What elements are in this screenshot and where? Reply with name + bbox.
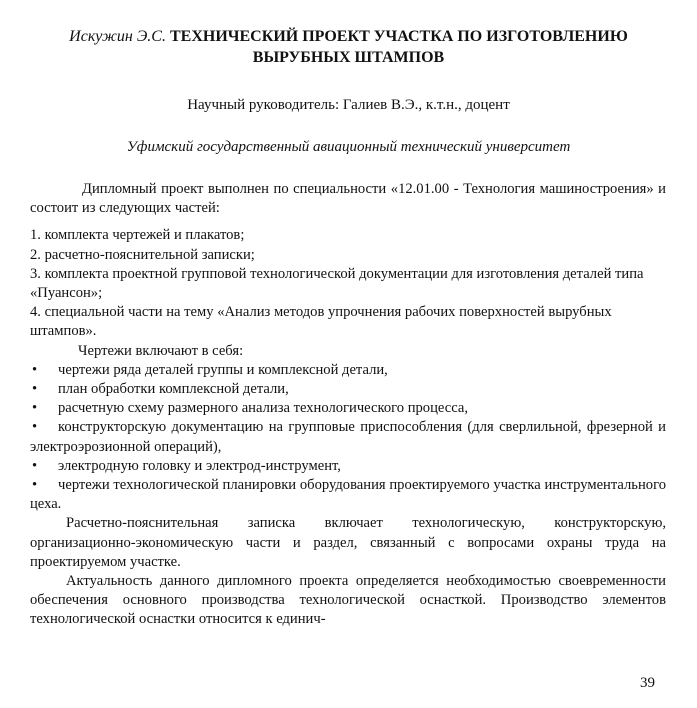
drawings-list-item: [30, 380, 666, 399]
project-part-item: 3. комплекта проектной групповой технологической документации для изготовления деталей типа «Пуансон»;: [30, 265, 644, 302]
drawings-item-text: чертежи технологической планировки оборудования проектируемого участка инструментального цеха.: [30, 477, 666, 513]
affiliation-line: Уфимский государственный авиационный технический университет: [126, 139, 571, 155]
drawings-item-text: электродную головку и электрод-инструмент,: [58, 457, 341, 474]
drawings-list-item: [30, 457, 666, 476]
drawings-list: [30, 361, 666, 515]
project-part-item: 2. расчетно-пояснительной записки;: [30, 246, 255, 263]
note-paragraph: Расчетно-пояснительная записка включает технологическую, конструкторскую, организационно-экономическую части и раздел, связанный с вопросами охраны труда на проектируемом участке.: [30, 515, 666, 570]
drawings-intro-paragraph: Чертежи включают в себя:: [78, 342, 244, 359]
intro-paragraph: Дипломный проект выполнен по специальности «12.01.00 - Технология машиностроения» и состоит из следующих частей:: [30, 181, 666, 217]
supervisor-line: Научный руководитель: Галиев В.Э., к.т.н., доцент: [187, 97, 510, 113]
drawings-item-text: конструкторскую документацию на групповые приспособления (для сверлильной, фрезерной и электроэрозионной операций),: [30, 419, 666, 455]
drawings-list-item: [30, 361, 666, 380]
bullet-icon: •: [32, 457, 38, 474]
project-part-item: 4. специальной части на тему «Анализ методов упрочнения рабочих поверхностей вырубных штампов».: [30, 304, 612, 340]
drawings-item-text: план обработки комплексной детали,: [58, 381, 289, 398]
drawings-item-text: чертежи ряда деталей группы и комплексной детали,: [58, 361, 388, 378]
drawings-item-text: расчетную схему размерного анализа технологического процесса,: [58, 400, 469, 417]
relevance-paragraph: Актуальность данного дипломного проекта определяется необходимостью своевременности обеспечения основного производства технологической оснасткой. Производство элементов технологической оснастки относится к единич-: [30, 573, 666, 628]
bullet-icon: •: [32, 419, 38, 436]
project-part-item: 1. комплекта чертежей и плакатов;: [30, 227, 245, 244]
page-number: 39: [640, 675, 655, 691]
bullet-icon: •: [32, 400, 38, 417]
bullet-icon: •: [32, 361, 38, 378]
project-parts-list: [30, 226, 666, 341]
article-title-block: [30, 26, 667, 68]
article-body: [30, 180, 666, 630]
drawings-list-item: [30, 418, 666, 456]
article-title: ТЕХНИЧЕСКИЙ ПРОЕКТ УЧАСТКА ПО ИЗГОТОВЛЕНИЮ ВЫРУБНЫХ ШТАМПОВ: [169, 28, 628, 66]
bullet-icon: •: [32, 381, 38, 398]
drawings-list-item: [30, 476, 666, 514]
author-name: Искужин Э.С.: [69, 28, 166, 45]
drawings-list-item: [30, 399, 666, 418]
bullet-icon: •: [32, 477, 38, 494]
